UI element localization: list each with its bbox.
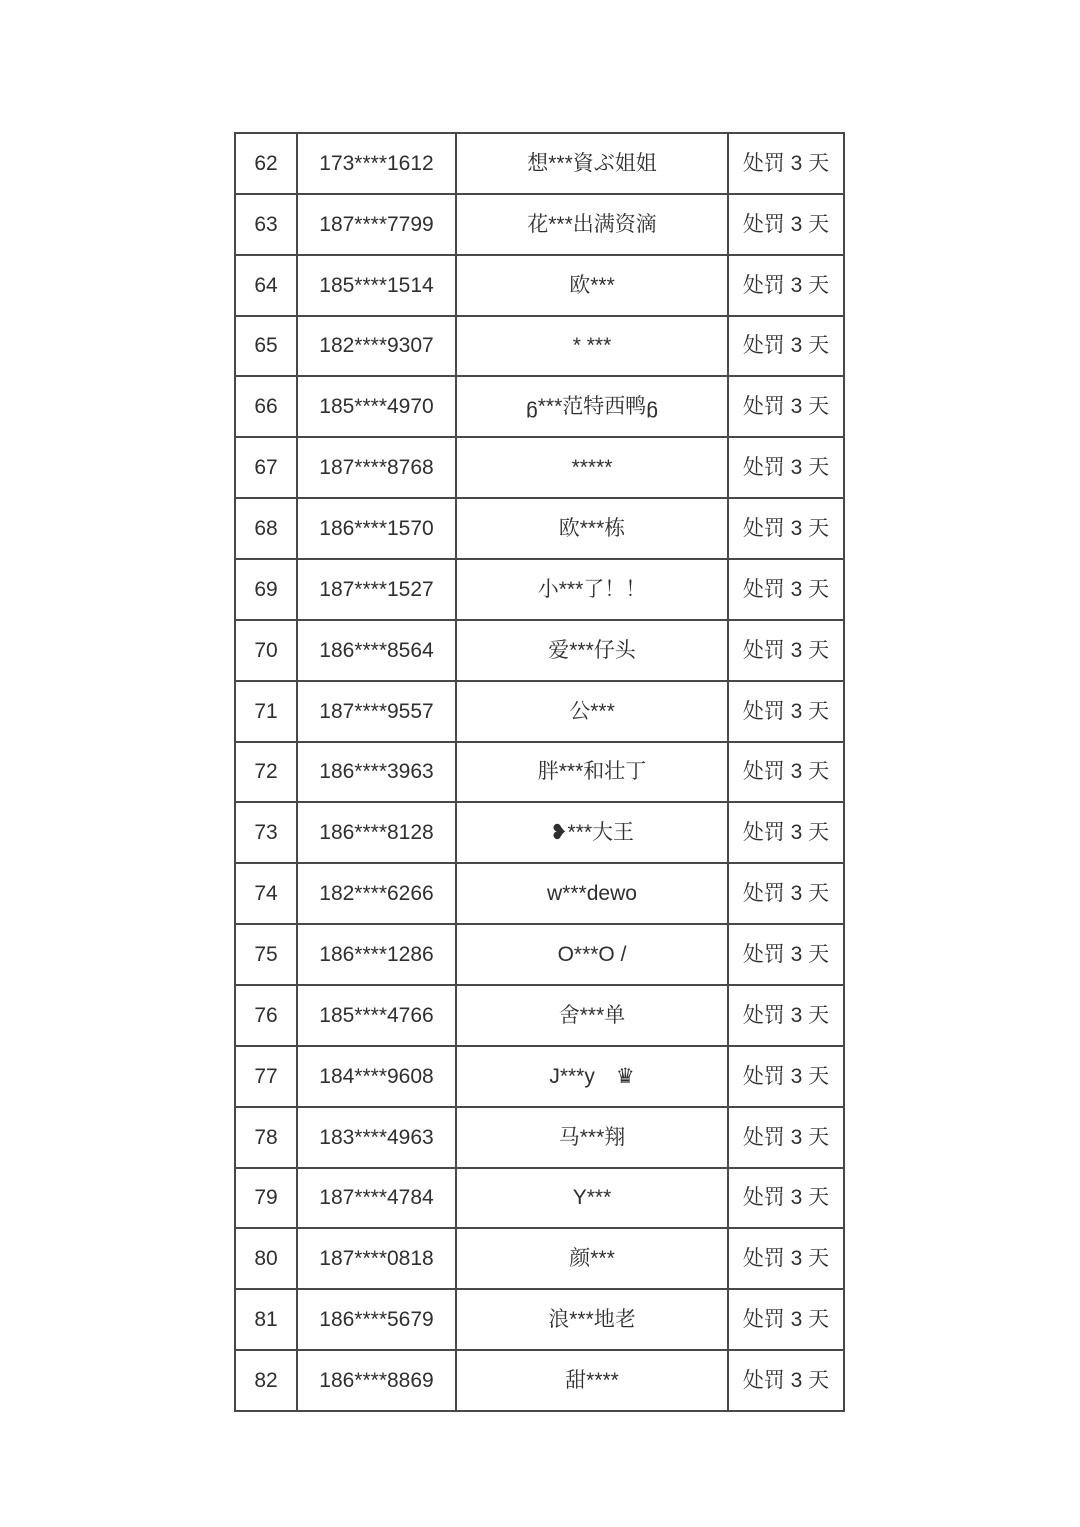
nickname-cell: O***O / (456, 924, 728, 985)
penalty-cell: 处罚 3 天 (728, 1228, 844, 1289)
phone-cell: 187****8768 (297, 437, 456, 498)
nickname-cell: * *** (456, 316, 728, 377)
penalty-cell: 处罚 3 天 (728, 133, 844, 194)
table-row (235, 681, 844, 742)
row-number-cell: 80 (235, 1228, 297, 1289)
phone-cell: 187****4784 (297, 1168, 456, 1229)
row-number-cell: 68 (235, 498, 297, 559)
phone-cell: 186****3963 (297, 742, 456, 803)
phone-cell: 183****4963 (297, 1107, 456, 1168)
table-row (235, 316, 844, 377)
penalty-cell: 处罚 3 天 (728, 1289, 844, 1350)
nickname-cell: 颜*** (456, 1228, 728, 1289)
row-number-cell: 67 (235, 437, 297, 498)
penalty-cell: 处罚 3 天 (728, 255, 844, 316)
table-row (235, 194, 844, 255)
table-row (235, 863, 844, 924)
table-row (235, 437, 844, 498)
table-row (235, 985, 844, 1046)
phone-cell: 186****1286 (297, 924, 456, 985)
penalty-cell: 处罚 3 天 (728, 802, 844, 863)
phone-cell: 186****8564 (297, 620, 456, 681)
nickname-cell: 胖***和壮丁 (456, 742, 728, 803)
nickname-cell: 甜**** (456, 1350, 728, 1411)
row-number-cell: 69 (235, 559, 297, 620)
phone-cell: 187****9557 (297, 681, 456, 742)
phone-cell: 185****1514 (297, 255, 456, 316)
nickname-cell: 舍***单 (456, 985, 728, 1046)
penalty-cell: 处罚 3 天 (728, 681, 844, 742)
table-row (235, 255, 844, 316)
nickname-cell: ᵷ***范特西鸭ᵷ (456, 376, 728, 437)
row-number-cell: 64 (235, 255, 297, 316)
nickname-cell: 公*** (456, 681, 728, 742)
table-row (235, 133, 844, 194)
phone-cell: 187****7799 (297, 194, 456, 255)
phone-cell: 185****4766 (297, 985, 456, 1046)
phone-cell: 182****6266 (297, 863, 456, 924)
table-row (235, 1046, 844, 1107)
table-row (235, 1107, 844, 1168)
nickname-cell: Y*** (456, 1168, 728, 1229)
penalty-cell: 处罚 3 天 (728, 194, 844, 255)
row-number-cell: 81 (235, 1289, 297, 1350)
row-number-cell: 63 (235, 194, 297, 255)
table-row (235, 1289, 844, 1350)
table-row (235, 620, 844, 681)
row-number-cell: 75 (235, 924, 297, 985)
penalty-cell: 处罚 3 天 (728, 376, 844, 437)
row-number-cell: 66 (235, 376, 297, 437)
nickname-cell: 马***翔 (456, 1107, 728, 1168)
penalty-cell: 处罚 3 天 (728, 437, 844, 498)
penalty-cell: 处罚 3 天 (728, 924, 844, 985)
row-number-cell: 78 (235, 1107, 297, 1168)
row-number-cell: 65 (235, 316, 297, 377)
row-number-cell: 77 (235, 1046, 297, 1107)
table-row (235, 376, 844, 437)
penalty-cell: 处罚 3 天 (728, 1350, 844, 1411)
row-number-cell: 62 (235, 133, 297, 194)
table-row (235, 559, 844, 620)
row-number-cell: 79 (235, 1168, 297, 1229)
punishment-table (234, 132, 845, 1412)
table-row (235, 802, 844, 863)
nickname-cell: 欧***栋 (456, 498, 728, 559)
table-row (235, 1228, 844, 1289)
penalty-cell: 处罚 3 天 (728, 1107, 844, 1168)
row-number-cell: 71 (235, 681, 297, 742)
phone-cell: 186****8869 (297, 1350, 456, 1411)
phone-cell: 187****1527 (297, 559, 456, 620)
phone-cell: 184****9608 (297, 1046, 456, 1107)
penalty-cell: 处罚 3 天 (728, 559, 844, 620)
punishment-table-container (234, 132, 845, 1412)
nickname-cell: 花***出满资滴 (456, 194, 728, 255)
row-number-cell: 76 (235, 985, 297, 1046)
penalty-cell: 处罚 3 天 (728, 1168, 844, 1229)
nickname-cell: 欧*** (456, 255, 728, 316)
phone-cell: 173****1612 (297, 133, 456, 194)
penalty-cell: 处罚 3 天 (728, 742, 844, 803)
nickname-cell: 爱***仔头 (456, 620, 728, 681)
penalty-cell: 处罚 3 天 (728, 863, 844, 924)
nickname-cell: w***dewo (456, 863, 728, 924)
row-number-cell: 70 (235, 620, 297, 681)
table-row (235, 742, 844, 803)
table-row (235, 924, 844, 985)
row-number-cell: 73 (235, 802, 297, 863)
nickname-cell: ❥***大王 (456, 802, 728, 863)
penalty-cell: 处罚 3 天 (728, 620, 844, 681)
table-row (235, 1168, 844, 1229)
row-number-cell: 72 (235, 742, 297, 803)
phone-cell: 185****4970 (297, 376, 456, 437)
nickname-cell: 想***資ぶ姐姐 (456, 133, 728, 194)
table-row (235, 498, 844, 559)
phone-cell: 186****8128 (297, 802, 456, 863)
phone-cell: 182****9307 (297, 316, 456, 377)
nickname-cell: 浪***地老 (456, 1289, 728, 1350)
nickname-cell: J***y ♛ (456, 1046, 728, 1107)
nickname-cell: ***** (456, 437, 728, 498)
penalty-cell: 处罚 3 天 (728, 1046, 844, 1107)
phone-cell: 186****1570 (297, 498, 456, 559)
row-number-cell: 74 (235, 863, 297, 924)
table-body (235, 133, 844, 1411)
penalty-cell: 处罚 3 天 (728, 316, 844, 377)
row-number-cell: 82 (235, 1350, 297, 1411)
penalty-cell: 处罚 3 天 (728, 985, 844, 1046)
table-row (235, 1350, 844, 1411)
penalty-cell: 处罚 3 天 (728, 498, 844, 559)
phone-cell: 186****5679 (297, 1289, 456, 1350)
nickname-cell: 小***了！！ (456, 559, 728, 620)
phone-cell: 187****0818 (297, 1228, 456, 1289)
